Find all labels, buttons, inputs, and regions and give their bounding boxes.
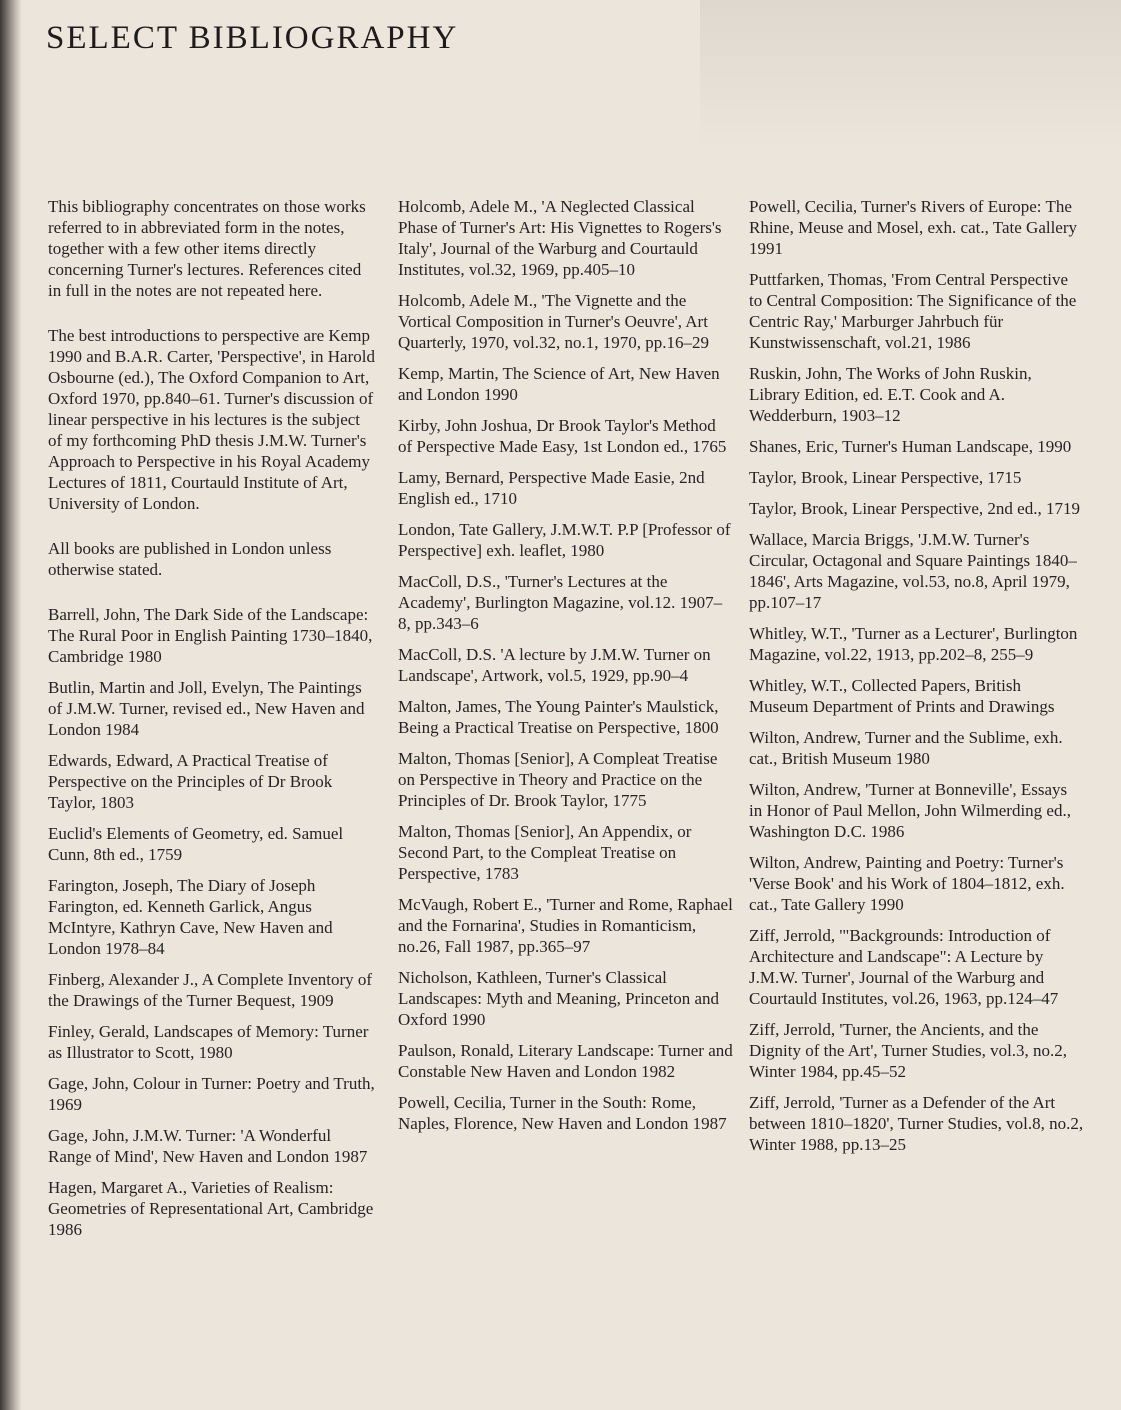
column-2 [398,196,733,1144]
bibliography-entry: MacColl, D.S., 'Turner's Lectures at the Academy', Burlington Magazine, vol.12. 1907–8, pp.343–6 [398,572,723,633]
bibliography-entry: Puttfarken, Thomas, 'From Central Perspective to Central Composition: The Significance of the Centric Ray,' Marburger Jahrbuch für Kunstwissenschaft, vol.21, 1986 [749,270,1077,352]
bibliography-entry: Ziff, Jerrold, 'Turner as a Defender of the Art between 1810–1820', Turner Studies, vol.8, no.2, Winter 1988, pp.13–25 [749,1093,1084,1154]
column-1 [48,196,378,1250]
bibliography-entry: Gage, John, Colour in Turner: Poetry and Truth, 1969 [48,1074,375,1114]
bibliography-entry: Edwards, Edward, A Practical Treatise of Perspective on the Principles of Dr Brook Taylor, 1803 [48,751,333,812]
book-spine-shadow [0,0,22,1410]
bibliography-entry: Whitley, W.T., Collected Papers, British Museum Department of Prints and Drawings [749,676,1055,716]
bibliography-entry: Malton, James, The Young Painter's Maulstick, Being a Practical Treatise on Perspective, 1800 [398,697,719,737]
bibliography-entry: Kirby, John Joshua, Dr Brook Taylor's Method of Perspective Made Easy, 1st London ed., 1765 [398,416,727,456]
bibliography-entry: Finley, Gerald, Landscapes of Memory: Turner as Illustrator to Scott, 1980 [48,1022,369,1062]
bibliography-entry: Powell, Cecilia, Turner in the South: Rome, Naples, Florence, New Haven and London 1987 [398,1093,727,1133]
bibliography-entry: Ziff, Jerrold, '"Backgrounds: Introduction of Architecture and Landscape": A Lecture by J.M.W. Turner', Journal of the Warburg and Courtauld Institutes, vol.26, 1963, pp.124–47 [749,926,1059,1008]
column-3 [749,196,1084,1165]
bibliography-entry: Whitley, W.T., 'Turner as a Lecturer', Burlington Magazine, vol.22, 1913, pp.202–8, 255–9 [749,624,1078,664]
bibliography-entry: Gage, John, J.M.W. Turner: 'A Wonderful Range of Mind', New Haven and London 1987 [48,1126,368,1166]
bibliography-entry: Taylor, Brook, Linear Perspective, 2nd ed., 1719 [749,499,1080,518]
bibliography-entry: Shanes, Eric, Turner's Human Landscape, 1990 [749,437,1072,456]
bibliography-entry: Wilton, Andrew, 'Turner at Bonneville', Essays in Honor of Paul Mellon, John Wilmerding ed., Washington D.C. 1986 [749,780,1071,841]
bibliography-entry: Lamy, Bernard, Perspective Made Easie, 2nd English ed., 1710 [398,468,705,508]
bibliography-entry: Hagen, Margaret A., Varieties of Realism: Geometries of Representational Art, Cambridge 1986 [48,1178,374,1239]
bibliography-entry: Butlin, Martin and Joll, Evelyn, The Paintings of J.M.W. Turner, revised ed., New Haven and London 1984 [48,678,365,739]
bibliography-entry: McVaugh, Robert E., 'Turner and Rome, Raphael and the Fornarina', Studies in Romanticism, no.26, Fall 1987, pp.365–97 [398,895,733,956]
intro-paragraph: All books are published in London unless otherwise stated. [48,539,332,579]
bibliography-entry: London, Tate Gallery, J.M.W.T. P.P [Professor of Perspective] exh. leaflet, 1980 [398,520,731,560]
bibliography-entry: Ruskin, John, The Works of John Ruskin, Library Edition, ed. E.T. Cook and A. Wedderburn, 1903–12 [749,364,1032,425]
bibliography-entry: Malton, Thomas [Senior], An Appendix, or Second Part, to the Compleat Treatise on Perspective, 1783 [398,822,692,883]
bibliography-entry: Malton, Thomas [Senior], A Compleat Treatise on Perspective in Theory and Practice on the Principles of Dr. Brook Taylor, 1775 [398,749,718,810]
bibliography-list [48,604,378,1240]
bibliography-entry: Holcomb, Adele M., 'A Neglected Classical Phase of Turner's Art: His Vignettes to Rogers's Italy', Journal of the Warburg and Courtauld Institutes, vol.32, 1969, pp.405–10 [398,197,722,279]
bibliography-entry: Barrell, John, The Dark Side of the Landscape: The Rural Poor in English Painting 1730–1840, Cambridge 1980 [48,605,373,666]
intro-paragraph: This bibliography concentrates on those works referred to in abbreviated form in the notes, together with a few other items directly concerning Turner's lectures. References cited in full in the notes are not repeated here. [48,197,366,300]
bibliography-entry: Finberg, Alexander J., A Complete Inventory of the Drawings of the Turner Bequest, 1909 [48,970,373,1010]
bibliography-entry: MacColl, D.S. 'A lecture by J.M.W. Turner on Landscape', Artwork, vol.5, 1929, pp.90–4 [398,645,711,685]
bibliography-entry: Paulson, Ronald, Literary Landscape: Turner and Constable New Haven and London 1982 [398,1041,733,1081]
bibliography-entry: Wilton, Andrew, Painting and Poetry: Turner's 'Verse Book' and his Work of 1804–1812, exh. cat., Tate Gallery 1990 [749,853,1065,914]
bibliography-entry: Powell, Cecilia, Turner's Rivers of Europe: The Rhine, Meuse and Mosel, exh. cat., Tate Gallery 1991 [749,197,1078,258]
bibliography-entry: Nicholson, Kathleen, Turner's Classical Landscapes: Myth and Meaning, Princeton and Oxford 1990 [398,968,720,1029]
bibliography-entry: Holcomb, Adele M., 'The Vignette and the Vortical Composition in Turner's Oeuvre', Art Quarterly, 1970, vol.32, no.1, 1970, pp.16–29 [398,291,710,352]
bibliography-entry: Farington, Joseph, The Diary of Joseph Farington, ed. Kenneth Garlick, Angus McIntyre, Kathryn Cave, New Haven and London 1978–84 [48,876,333,958]
bibliography-entry: Wilton, Andrew, Turner and the Sublime, exh. cat., British Museum 1980 [749,728,1063,768]
bibliography-entry: Wallace, Marcia Briggs, 'J.M.W. Turner's Circular, Octagonal and Square Paintings 1840–1846', Arts Magazine, vol.53, no.8, April 1979, pp.107–17 [749,530,1077,612]
bibliography-entry: Taylor, Brook, Linear Perspective, 1715 [749,468,1022,487]
intro-paragraph: The best introductions to perspective are Kemp 1990 and B.A.R. Carter, 'Perspective', in Harold Osbourne (ed.), The Oxford Companion to Art, Oxford 1970, pp.840–61. Turner's discussion of linear perspective in his lectures is the subject of my forthcoming PhD thesis J.M.W. Turner's Approach to Perspective in his Royal Academy Lectures of 1811, Courtauld Institute of Art, University of London. [48,326,375,513]
page-title: SELECT BIBLIOGRAPHY [46,20,459,56]
facing-page-bleed [700,0,1121,150]
bibliography-entry: Kemp, Martin, The Science of Art, New Haven and London 1990 [398,364,720,404]
bibliography-entry: Ziff, Jerrold, 'Turner, the Ancients, and the Dignity of the Art', Turner Studies, vol.3, no.2, Winter 1984, pp.45–52 [749,1020,1068,1081]
bibliography-entry: Euclid's Elements of Geometry, ed. Samuel Cunn, 8th ed., 1759 [48,824,344,864]
